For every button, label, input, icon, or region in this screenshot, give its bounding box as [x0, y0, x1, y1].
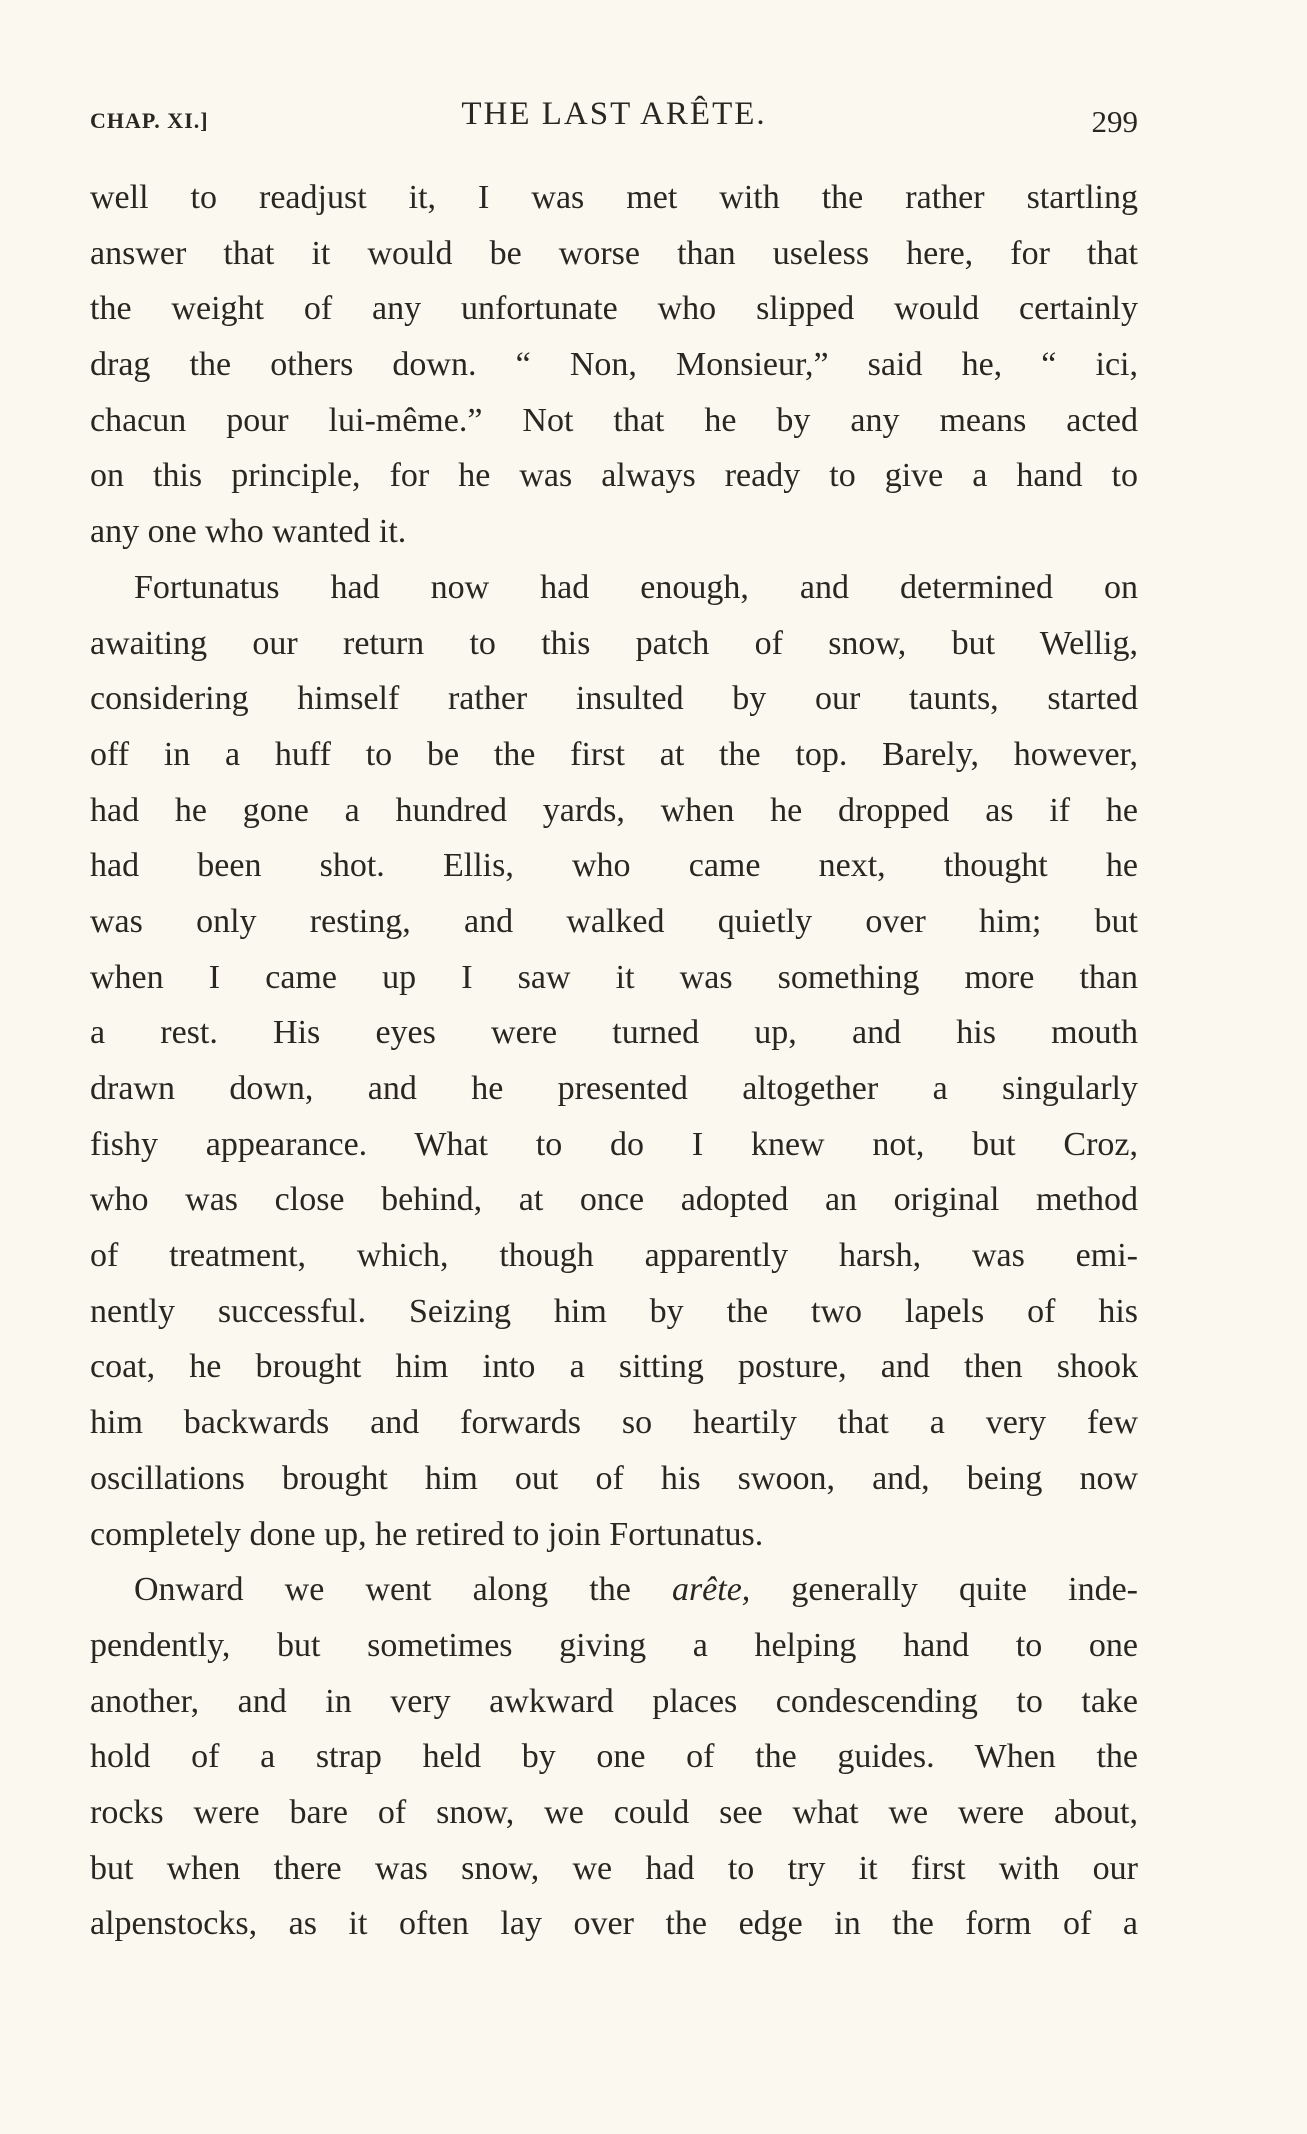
text-line: drawn down, and he presented altogether a singularly — [90, 1070, 1138, 1107]
text-line: completely done up, he retired to join Fortunatus. — [90, 1515, 764, 1553]
text-line: on this principle, for he was always ready to give a hand to — [90, 457, 1138, 495]
text-line: Fortunatus had now had enough, and determined on — [134, 568, 1138, 606]
text-line: of treatment, which, though apparently harsh, was emi- — [90, 1237, 1138, 1275]
text-line: oscillations brought him out of his swoon, and, being now — [90, 1459, 1138, 1497]
text-line: the weight of any unfortunate who slipped would certainly — [90, 290, 1138, 328]
page-title: THE LAST ARÊTE. — [461, 96, 767, 132]
text-line: a rest. His eyes were turned up, and his mouth — [90, 1014, 1138, 1052]
text-line: had he gone a hundred yards, when he dropped as if he — [90, 791, 1138, 829]
text-line — [90, 1562, 1138, 1618]
text-line: when I came up I saw it was something more than — [90, 958, 1138, 996]
text-line: was only resting, and walked quietly over him; but — [90, 902, 1138, 940]
text-line: nently successful. Seizing him by the two lapels of his — [90, 1292, 1138, 1330]
text-line: had been shot. Ellis, who came next, thought he — [90, 847, 1138, 885]
chapter-label: CHAP. XI.] — [90, 108, 209, 133]
text-line: rocks were bare of snow, we could see what we were about, — [90, 1793, 1138, 1831]
text-line: drag the others down. “ Non, Monsieur,” said he, “ ici, — [90, 346, 1138, 384]
text-line: alpenstocks, as it often lay over the edge in the form of a — [90, 1905, 1138, 1943]
text-line: well to readjust it, I was met with the rather startling — [90, 179, 1138, 216]
italic-word: arête, — [671, 1571, 751, 1609]
text-line: any one who wanted it. — [90, 513, 407, 551]
text-fragment: generally quite inde- — [750, 1571, 1138, 1609]
text-line: who was close behind, at once adopted an original method — [90, 1181, 1138, 1219]
text-line: another, and in very awkward places condescending to take — [90, 1682, 1138, 1720]
text-line: considering himself rather insulted by our taunts, started — [90, 680, 1138, 718]
text-line: but when there was snow, we had to try it first with our — [90, 1849, 1138, 1887]
text-line: him backwards and forwards so heartily that a very few — [90, 1404, 1138, 1442]
text-line: answer that it would be worse than useless here, for that — [90, 234, 1138, 272]
text-line: hold of a strap held by one of the guides. When the — [90, 1738, 1138, 1776]
text-line: off in a huff to be the first at the top. Barely, however, — [90, 735, 1138, 773]
text-fragment: Onward we went along the — [134, 1571, 672, 1609]
text-line: chacun pour lui-même.” Not that he by any means acted — [90, 401, 1138, 439]
text-line: fishy appearance. What to do I knew not, but Croz, — [90, 1125, 1138, 1163]
text-line: coat, he brought him into a sitting posture, and then shook — [90, 1348, 1138, 1386]
page-number: 299 — [1091, 104, 1138, 139]
text-line: pendently, but sometimes giving a helping hand to one — [90, 1626, 1138, 1664]
text-line: awaiting our return to this patch of snow, but Wellig, — [90, 624, 1138, 662]
body-text — [90, 170, 1138, 1952]
running-head — [90, 96, 1138, 146]
